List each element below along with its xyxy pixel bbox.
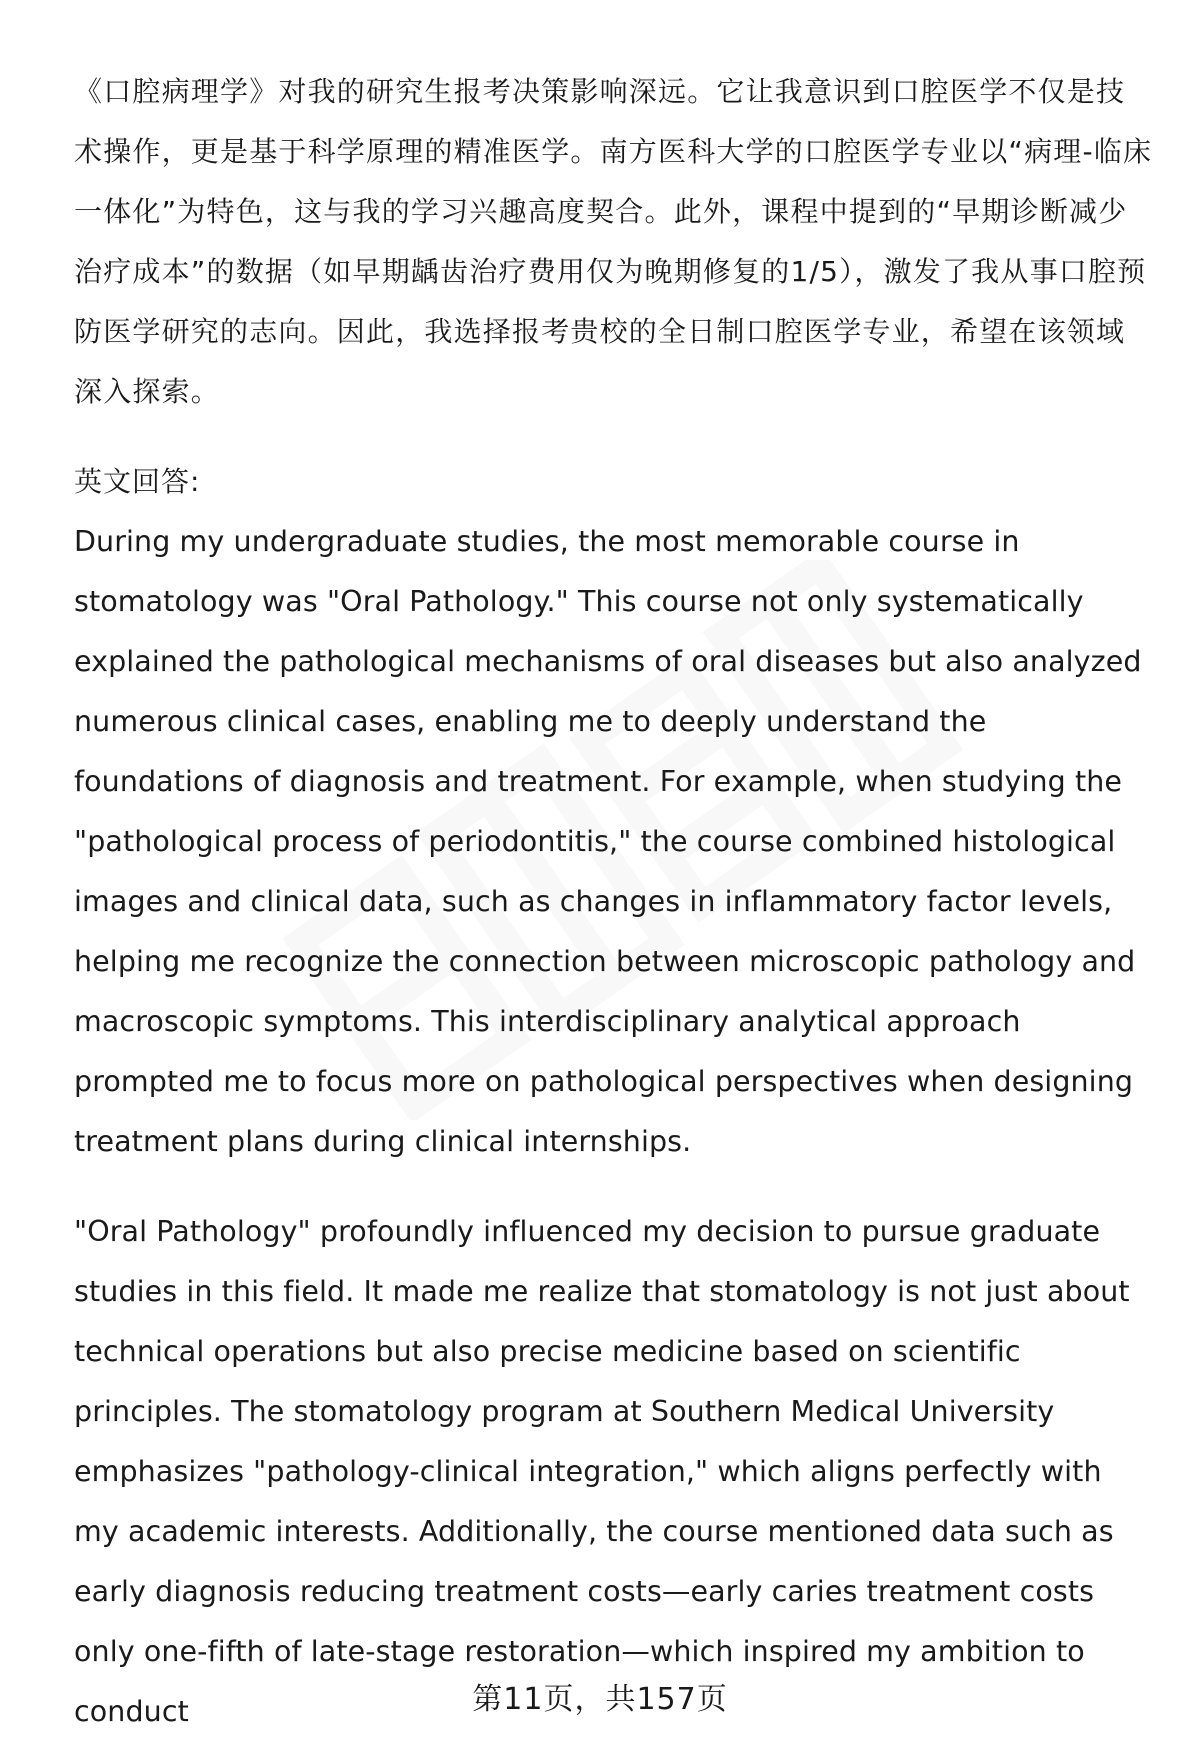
chinese-paragraph: 《口腔病理学》对我的研究生报考决策影响深远。它让我意识到口腔医学不仅是技术操作，更是基于科学原理的精准医学。南方医科大学的口腔医学专业以“病理-临床一体化”为特色，这与我的学习兴趣高度契合。此外，课程中提到的“早期诊断减少治疗成本”的数据（如早期龋齿治疗费用仅为晚期修复的1/5），激发了我从事口腔预防医学研究的志向。因此，我选择报考贵校的全日制口腔医学专业，希望在该领域深入探索。: [74, 75, 1153, 408]
english-paragraph-2: "Oral Pathology" profoundly influenced my decision to pursue graduate studies in this field. It made me realize that stomatology is not just about technical operations but also precise medicine based on scientific principles. The stomatology program at Southern Medical University emphasizes "pathology-clinical integration," which aligns perfectly with my academic interests. Additionally, the course mentioned data such as early diagnosis reducing treatment costs—early caries treatment costs only one-fifth of late-stage restoration—which inspired my ambition to conduct: [74, 1215, 1130, 1728]
paragraph-gap: [74, 422, 1154, 452]
page-number-footer: 第11页，共157页: [472, 1682, 728, 1717]
english-paragraph-1: During my undergraduate studies, the most memorable course in stomatology was "Oral Pathology." This course not only systematically explained the pathological mechanisms of oral diseases but also analyzed numerous clinical cases, enabling me to deeply understand the foundations of diagnosis and treatment. For example, when studying the "pathological process of periodontitis," the course combined histological images and clinical data, such as changes in inflammatory factor levels, helping me recognize the connection between microscopic pathology and macroscopic symptoms. This interdisciplinary analytical approach prompted me to focus more on pathological perspectives when designing treatment plans during clinical internships.: [74, 525, 1142, 1158]
english-answer-label: 英文回答:: [74, 465, 201, 498]
paragraph-gap: [74, 1172, 1154, 1202]
document-body: [74, 62, 1154, 1742]
